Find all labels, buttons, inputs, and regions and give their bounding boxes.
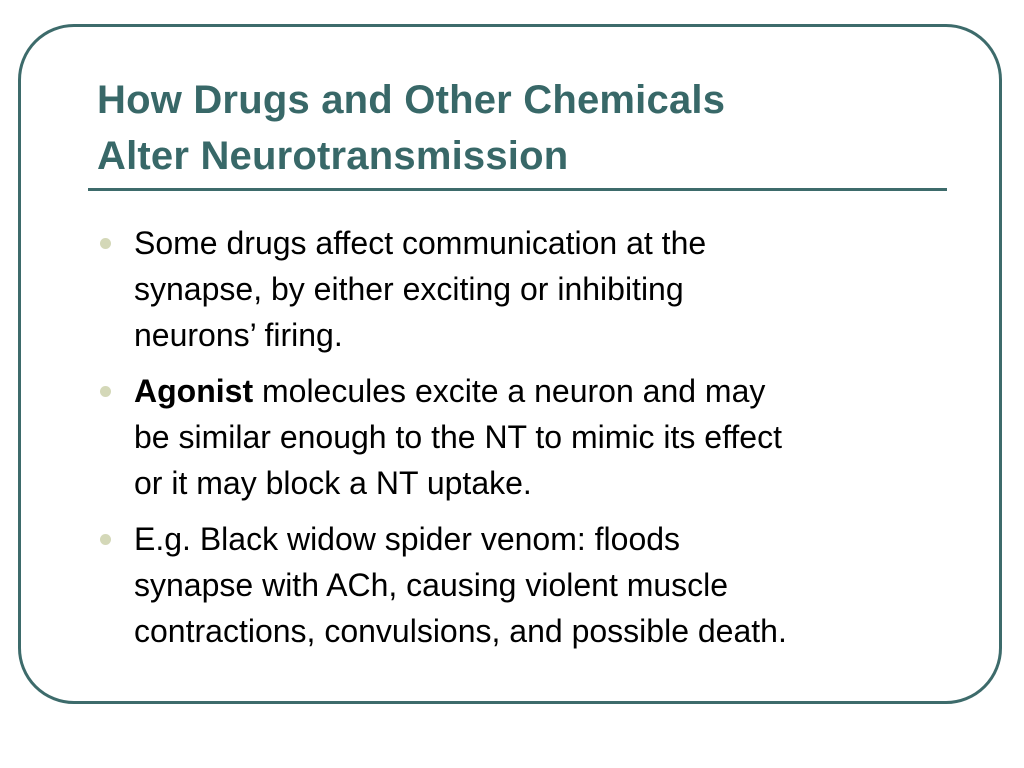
- bullet-line: E.g. Black widow spider venom: floods: [134, 521, 681, 557]
- bullet-line: synapse, by either exciting or inhibiting: [134, 271, 684, 307]
- bullet-line: Some drugs affect communication at the: [134, 225, 707, 261]
- bullet-line: [134, 368, 927, 414]
- bullet-line: neurons’ firing.: [134, 317, 343, 353]
- agonist-term: Agonist: [134, 373, 254, 409]
- title-underline-divider: [88, 188, 947, 191]
- bullet-text: [134, 516, 927, 654]
- slide-title-line-2: Alter Neurotransmission: [97, 134, 569, 178]
- bullet-text: [134, 220, 927, 358]
- bullet-line: be similar enough to the NT to mimic its effect: [134, 419, 782, 455]
- slide-title-line-1: How Drugs and Other Chemicals: [97, 78, 726, 122]
- bullet-line: synapse with ACh, causing violent muscle: [134, 567, 729, 603]
- bullet-dot-icon: [100, 534, 111, 545]
- bullet-text: [134, 368, 927, 506]
- agonist-line-rest: molecules excite a neuron and may: [253, 373, 766, 409]
- bullet-item-drugs-affect-synapse: [97, 220, 927, 358]
- bullet-item-black-widow-example: [97, 516, 927, 654]
- bullet-line: or it may block a NT uptake.: [134, 465, 532, 501]
- bullet-dot-icon: [100, 386, 111, 397]
- bullet-dot-icon: [100, 238, 111, 249]
- slide-title: [97, 72, 957, 184]
- bullet-list: [97, 220, 927, 664]
- bullet-item-agonist: [97, 368, 927, 506]
- bullet-line: contractions, convulsions, and possible death.: [134, 613, 787, 649]
